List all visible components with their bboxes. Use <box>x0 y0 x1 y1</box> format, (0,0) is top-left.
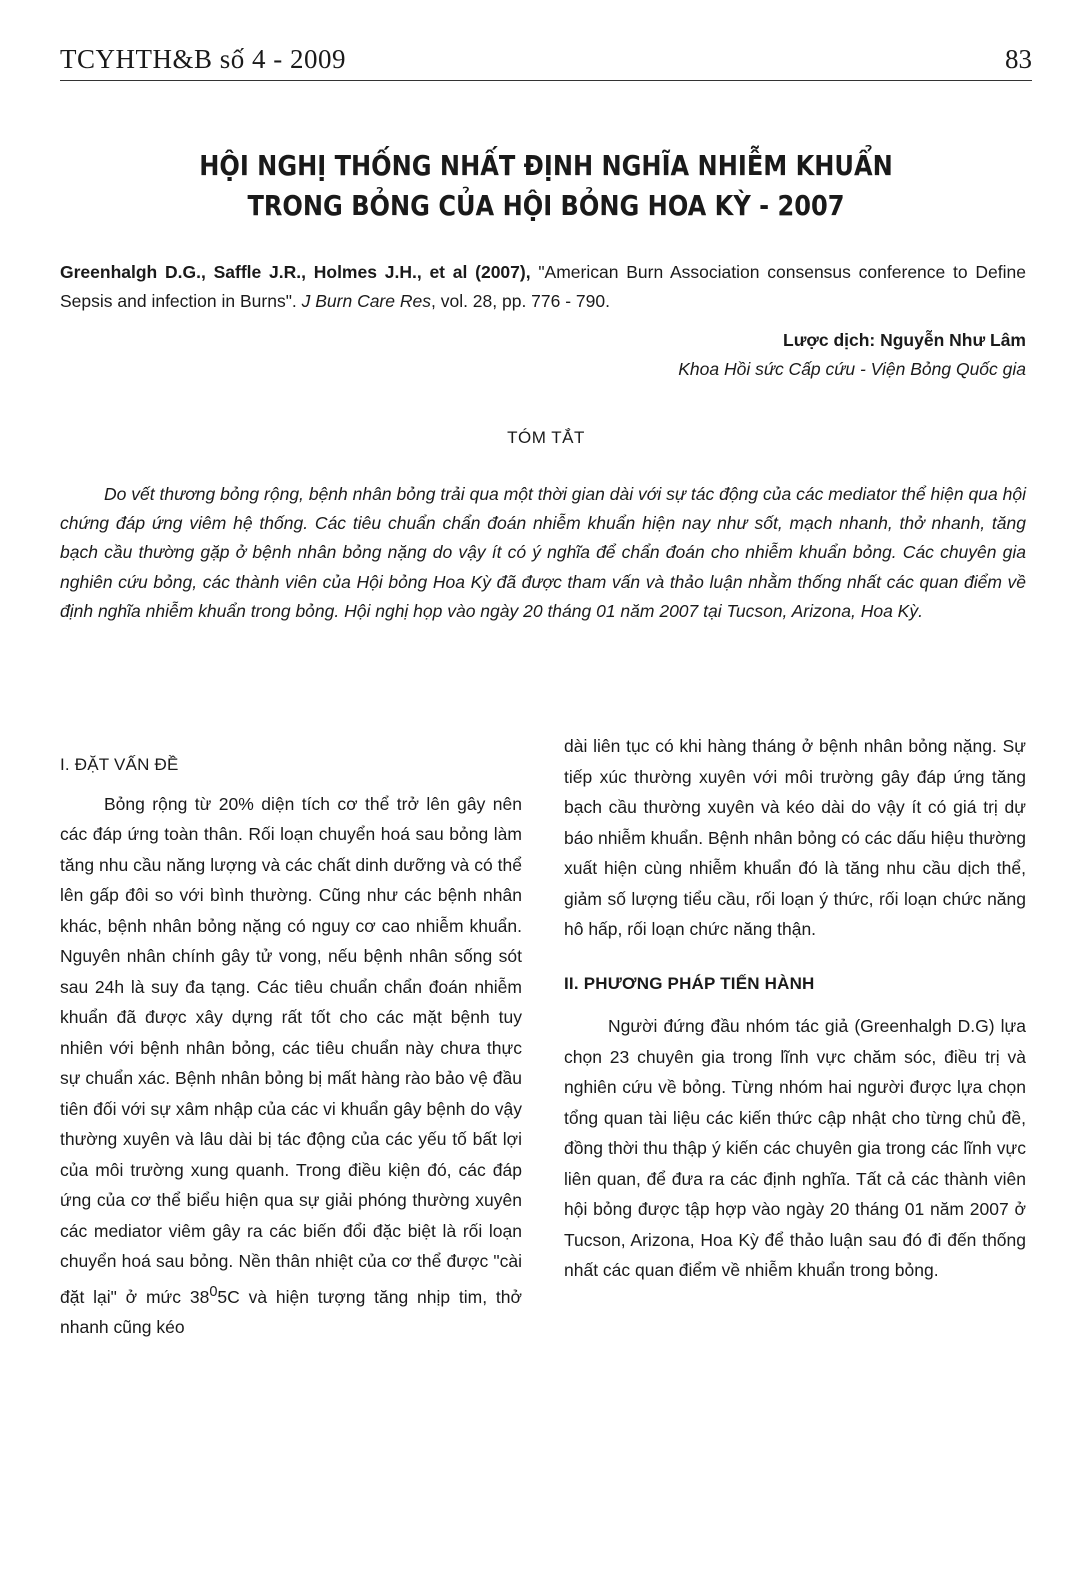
citation-authors: Greenhalgh D.G., Saffle J.R., Holmes J.H., et al (2007), <box>60 262 531 282</box>
page-number: 83 <box>1005 44 1032 74</box>
abstract-text: Do vết thương bỏng rộng, bệnh nhân bỏng trải qua một thời gian dài với sự tác động của các mediator thể hiện qua hội chứng đáp ứng viêm hệ thống. Các tiêu chuẩn chẩn đoán nhiễm khuẩn hiện nay như sốt, mạch nhanh, thở nhanh, tăng bạch cầu thường gặp ở bệnh nhân bỏng nặng do vậy ít có ý nghĩa để chẩn đoán cho nhiễm khuẩn bỏng. Các chuyên gia nghiên cứu bỏng, các thành viên của Hội bỏng Hoa Kỳ đã được tham vấn và thảo luận nhằm thống nhất các quan điểm về định nghĩa nhiễm khuẩn trong bỏng. Hội nghị họp vào ngày 20 tháng 01 năm 2007 tại Tucson, Arizona, Hoa Kỳ. <box>60 484 1026 621</box>
translator-label: Lược dịch: <box>783 330 881 350</box>
translator-name: Nguyễn Như Lâm <box>880 330 1026 350</box>
section-1-paragraph <box>60 789 522 1343</box>
degree-superscript: 0 <box>209 1283 218 1300</box>
translator-block <box>678 326 1026 384</box>
journal-issue: TCYHTH&B số 4 - 2009 <box>60 44 346 74</box>
citation <box>60 258 1026 316</box>
section-2-heading: II. PHƯƠNG PHÁP TIẾN HÀNH <box>564 973 815 993</box>
article-title <box>128 146 964 226</box>
citation-details: , vol. 28, pp. 776 - 790. <box>430 291 610 311</box>
citation-journal: J Burn Care Res <box>301 291 431 311</box>
section-1-text: Bỏng rộng từ 20% diện tích cơ thể trở lên gây nên các đáp ứng toàn thân. Rối loạn chuyển hoá sau bỏng làm tăng nhu cầu năng lượng và các chất dinh dưỡng và có thể lên gấp đôi so với bình thường. Cũng như các bệnh nhân khác, bệnh nhân bỏng nặng có nguy cơ cao nhiễm khuẩn. Nguyên nhân chính gây tử vong, nếu bệnh nhân sống sót sau 24h là suy đa tạng. Các tiêu chuẩn chẩn đoán nhiễm khuẩn đã được xây dựng rất tốt cho các mặt bệnh tuy nhiên với bệnh nhân bỏng, các tiêu chuẩn này chưa thực sự chuẩn xác. Bệnh nhân bỏng bị mất hàng rào bảo vệ đầu tiên đối với sự xâm nhập của các vi khuẩn gây bệnh do vậy thường xuyên và lâu dài bị tác động của các yếu tố bất lợi của môi trường xung quanh. Trong điều kiện đó, các đáp ứng của cơ thể biểu hiện qua sự giải phóng thường xuyên các mediator viêm gây ra các biến đổi đặc biệt là rối loạn chuyển hoá sau bỏng. Nền thân nhiệt của cơ thể được "cài đặt lại" ở mức 38 <box>60 793 522 1307</box>
title-line-1: HỘI NGHỊ THỐNG NHẤT ĐỊNH NGHĨA NHIỄM KHUẨN <box>199 149 893 182</box>
abstract-heading: TÓM TẮT <box>507 428 585 447</box>
section-2-paragraph: Người đứng đầu nhóm tác giả (Greenhalgh D.G) lựa chọn 23 chuyên gia trong lĩnh vực chăm sóc, điều trị và nghiên cứu về bỏng. Từng nhóm hai người được lựa chọn tổng quan tài liệu các kiến thức cập nhật cho từng chủ đề, đồng thời thu thập ý kiến các chuyên gia trong các lĩnh vực liên quan, để đưa ra các định nghĩa. Tất cả các thành viên hội bỏng được tập hợp vào ngày 20 tháng 01 năm 2007 ở Tucson, Arizona, Hoa Kỳ để thảo luận sau đó đi đến thống nhất các quan điểm về nhiễm khuẩn trong bỏng. <box>564 1016 1026 1280</box>
right-column <box>564 731 1026 1286</box>
page-header <box>60 40 1032 81</box>
translator-line <box>678 326 1026 355</box>
citation-article: "American Burn Association consensus conference to Define Sepsis and infection in Burns". <box>60 262 1026 311</box>
section-1-continuation: dài liên tục có khi hàng tháng ở bệnh nhân bỏng nặng. Sự tiếp xúc thường xuyên với môi trường gây đáp ứng tăng bạch cầu thường xuyên và kéo dài do vậy ít có giá trị dự báo nhiễm khuẩn. Bệnh nhân bỏng có các dấu hiệu thường xuất hiện cùng nhiễm khuẩn đó là tăng nhu cầu dịch thể, giảm số lượng tiểu cầu, rối loạn ý thức, rối loạn chức năng hô hấp, rối loạn chức năng thận. <box>564 736 1027 939</box>
left-column <box>60 750 522 1342</box>
section-1-heading: I. ĐẶT VẤN ĐỀ <box>60 755 179 774</box>
title-line-2: TRONG BỎNG CỦA HỘI BỎNG HOA KỲ - 2007 <box>247 189 845 222</box>
translator-affiliation: Khoa Hồi sức Cấp cứu - Viện Bỏng Quốc gia <box>678 359 1026 379</box>
section-1-text-end: 5C và hiện tượng tăng nhịp tim, thở nhanh cũng kéo <box>60 1286 523 1337</box>
